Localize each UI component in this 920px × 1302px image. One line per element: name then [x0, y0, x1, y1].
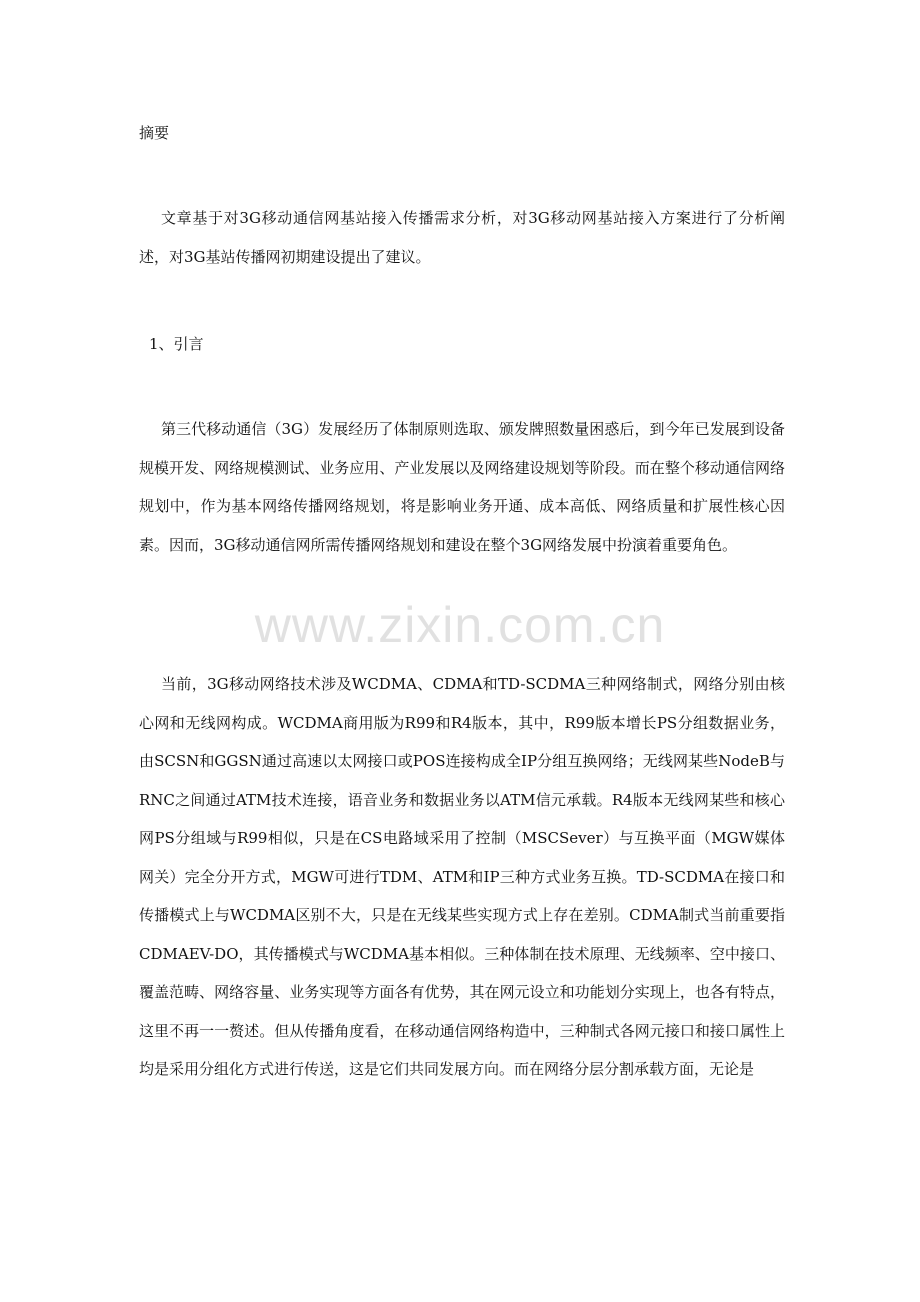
abstract-heading: 摘要 [139, 124, 170, 142]
intro-heading: 1、引言 [149, 335, 204, 353]
site-watermark: www.zixin.com.cn [254, 597, 666, 653]
current-status-paragraph: 当前，3G移动网络技术涉及WCDMA、CDMA和TD-SCDMA三种网络制式，网络分别由核心网和无线网构成。WCDMA商用版为R99和R4版本，其中，R99版本增长PS分组数据业务，由SCSN和GGSN通过高速以太网接口或POS连接构成全IP分组互换网络；无线网某些NodeB与RNC之间通过ATM技术连接，语音业务和数据业务以ATM信元承载。R4版本无线网某些和核心网PS分组域与R99相似，只是在CS电路域采用了控制（MSCSever）与互换平面（MGW媒体网关）完全分开方式，MGW可进行TDM、ATM和IP三种方式业务互换。TD-SCDMA在接口和传播模式上与WCDMA区别不大，只是在无线某些实现方式上存在差别。CDMA制式当前重要指CDMAEV-DO，其传播模式与WCDMA基本相似。三种体制在技术原理、无线频率、空中接口、覆盖范畴、网络容量、业务实现等方面各有优势，其在网元设立和功能划分实现上，也各有特点，这里不再一一赘述。但从传播角度看，在移动通信网络构造中，三种制式各网元接口和接口属性上均是采用分组化方式进行传送，这是它们共同发展方向。而在网络分层分割承载方面，无论是 [139, 675, 785, 1078]
intro-paragraph: 第三代移动通信（3G）发展经历了体制原则选取、颁发牌照数量困惑后，到今年已发展到设备规模开发、网络规模测试、业务应用、产业发展以及网络建设规划等阶段。而在整个移动通信网络规划中，作为基本网络传播网络规划，将是影响业务开通、成本高低、网络质量和扩展性核心因素。因而，3G移动通信网所需传播网络规划和建设在整个3G网络发展中扮演着重要角色。 [139, 420, 785, 554]
abstract-paragraph: 文章基于对3G移动通信网基站接入传播需求分析，对3G移动网基站接入方案进行了分析阐述，对3G基站传播网初期建设提出了建议。 [139, 209, 785, 266]
